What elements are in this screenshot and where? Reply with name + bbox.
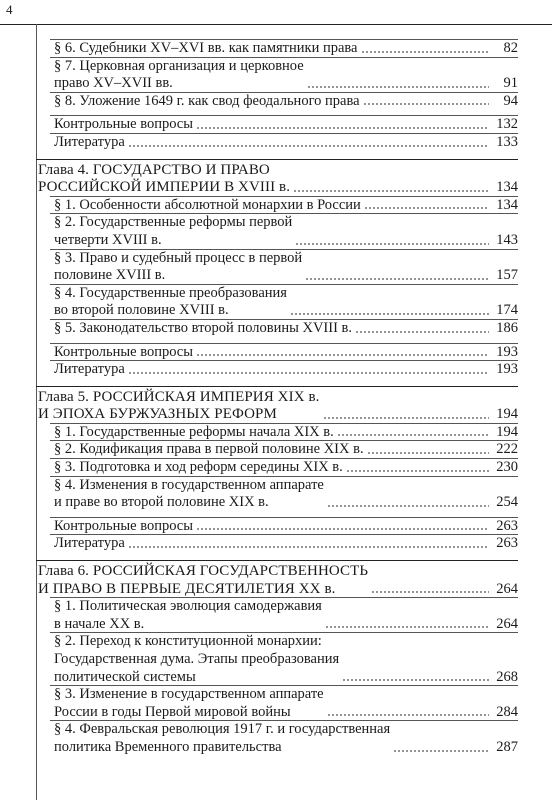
toc-section[interactable] xyxy=(36,633,518,686)
toc-entry-title: § 5. Законодательство второй половины XVIII в. xyxy=(54,319,353,336)
dot-leader xyxy=(364,206,489,210)
dot-leader xyxy=(337,433,489,437)
toc-appendix-entry[interactable] xyxy=(36,535,518,553)
toc-chapter[interactable] xyxy=(36,563,518,598)
dot-leader xyxy=(196,353,489,357)
toc-entry-title: Литература xyxy=(54,535,125,552)
toc-page-number: 263 xyxy=(496,535,518,552)
toc-section[interactable] xyxy=(36,250,518,285)
toc-page-number: 194 xyxy=(496,423,518,440)
toc-entry-title: Литература xyxy=(54,361,125,378)
dot-leader xyxy=(371,590,489,594)
toc-entry-title: Глава 5. РОССИЙСКАЯ ИМПЕРИЯ XIX в. И ЭПОХА БУРЖУАЗНЫХ РЕФОРМ xyxy=(38,388,320,423)
header-rule xyxy=(0,24,552,25)
toc-entry-title: Литература xyxy=(54,133,125,150)
toc-appendix-entry[interactable] xyxy=(36,134,518,152)
toc-entry-title: § 2. Кодификация права в первой половине XIX в. xyxy=(54,441,364,458)
toc-appendix-entry[interactable] xyxy=(36,518,518,536)
toc-page-number: 94 xyxy=(503,92,518,109)
toc-entry-title: § 3. Право и судебный процесс в первой половине XVIII в. xyxy=(54,249,303,284)
toc-section[interactable] xyxy=(36,58,518,93)
dot-leader xyxy=(363,102,489,106)
toc-section[interactable] xyxy=(36,598,518,633)
toc-entry-title: Контрольные вопросы xyxy=(54,343,193,360)
chapter-spacer xyxy=(36,553,518,563)
toc-page-number: 284 xyxy=(496,703,518,720)
dot-leader xyxy=(346,469,489,473)
toc-page-number: 157 xyxy=(496,267,518,284)
toc-appendix-entry[interactable] xyxy=(36,116,518,134)
toc-page-number: 193 xyxy=(496,361,518,378)
dot-leader xyxy=(295,242,489,246)
toc-page-number: 193 xyxy=(496,343,518,360)
dot-leader xyxy=(293,189,489,193)
toc-entry-title: § 8. Уложение 1649 г. как свод феодального права xyxy=(54,92,360,109)
toc-entry-title: § 6. Судебники XV–XVI вв. как памятники права xyxy=(54,40,358,56)
toc-entry-title: § 3. Изменение в государственном аппарате России в годы Первой мировой войны xyxy=(54,686,324,720)
toc-entry-title: § 7. Церковная организация и церковное право XV–XVII вв. xyxy=(54,57,304,92)
toc-entry-title: Глава 6. РОССИЙСКАЯ ГОСУДАРСТВЕННОСТЬ И ПРАВО В ПЕРВЫЕ ДЕСЯТИЛЕТИЯ XX в. xyxy=(38,563,369,597)
dot-leader xyxy=(128,545,489,549)
dot-leader xyxy=(367,451,489,455)
toc-page-number: 186 xyxy=(496,319,518,336)
toc-section[interactable] xyxy=(36,320,518,338)
dot-leader xyxy=(393,749,489,753)
page-number: 4 xyxy=(6,2,13,17)
toc-entry-title: § 2. Государственные реформы первой четверти XVIII в. xyxy=(54,214,293,248)
toc-page-number: 264 xyxy=(496,615,518,632)
toc-section[interactable] xyxy=(36,424,518,442)
toc-entry-title: § 1. Государственные реформы начала XIX в. xyxy=(54,423,334,440)
toc-appendix-entry[interactable] xyxy=(36,344,518,362)
toc-section[interactable] xyxy=(36,285,518,320)
toc-entry-title: § 4. Изменения в государственном аппарате и праве во второй половине XIX в. xyxy=(54,476,324,511)
dot-leader xyxy=(327,504,489,508)
dot-leader xyxy=(128,371,489,375)
toc-entry-title: Контрольные вопросы xyxy=(54,517,193,534)
toc-section[interactable] xyxy=(36,686,518,721)
dot-leader xyxy=(305,277,489,281)
toc-page-number: 268 xyxy=(496,668,518,685)
toc-entry-title: § 2. Переход к конституционной монархии: Государственная дума. Этапы преобразования политической системы xyxy=(54,633,340,685)
toc-section[interactable] xyxy=(36,477,518,512)
toc-page-number: 134 xyxy=(496,196,518,213)
toc-section[interactable] xyxy=(36,459,518,477)
toc-page-number: 254 xyxy=(496,494,518,511)
toc-page-number: 133 xyxy=(496,133,518,150)
dot-leader xyxy=(342,678,489,682)
toc-section[interactable] xyxy=(36,214,518,249)
toc-page-number: 263 xyxy=(496,517,518,534)
toc-chapter[interactable] xyxy=(36,389,518,424)
toc-page-number: 222 xyxy=(496,441,518,458)
dot-leader xyxy=(307,85,489,89)
chapter-spacer xyxy=(36,379,518,389)
toc-section[interactable] xyxy=(36,721,518,756)
toc-section[interactable] xyxy=(36,441,518,459)
toc-page-number: 132 xyxy=(496,116,518,133)
toc-page-number: 143 xyxy=(496,231,518,248)
table-of-contents xyxy=(36,40,518,757)
toc-entry-title: § 4. Февральская революция 1917 г. и государственная политика Временного правительства xyxy=(54,721,391,755)
toc-page-number: 230 xyxy=(496,459,518,476)
toc-appendix-entry[interactable] xyxy=(36,361,518,379)
dot-leader xyxy=(323,416,489,420)
toc-entry-title: § 3. Подготовка и ход реформ середины XIX в. xyxy=(54,459,343,476)
toc-entry-title: § 4. Государственные преобразования во второй половине XVIII в. xyxy=(54,284,287,319)
toc-chapter[interactable] xyxy=(36,162,518,197)
toc-page-number: 194 xyxy=(496,406,518,423)
dot-leader xyxy=(196,527,489,531)
toc-page-number: 82 xyxy=(503,40,518,56)
toc-entry-title: § 1. Особенности абсолютной монархии в России xyxy=(54,196,361,213)
toc-entry-title: § 1. Политическая эволюция самодержавия в начале XX в. xyxy=(54,598,322,632)
dot-leader xyxy=(327,713,489,717)
toc-entry-title: Глава 4. ГОСУДАРСТВО И ПРАВО РОССИЙСКОЙ ИМПЕРИИ В XVIII в. xyxy=(38,161,291,196)
dot-leader xyxy=(325,625,489,629)
toc-page-number: 91 xyxy=(503,75,518,92)
toc-entry-title: Контрольные вопросы xyxy=(54,116,193,133)
dot-leader xyxy=(128,144,489,148)
chapter-spacer xyxy=(36,152,518,162)
toc-section[interactable] xyxy=(36,197,518,215)
toc-page-number: 287 xyxy=(496,738,518,755)
dot-leader xyxy=(361,50,490,54)
dot-leader xyxy=(290,312,489,316)
dot-leader xyxy=(355,330,489,334)
dot-leader xyxy=(196,126,489,130)
toc-page-number: 264 xyxy=(496,580,518,597)
toc-section[interactable] xyxy=(36,93,518,111)
toc-page-number: 174 xyxy=(496,302,518,319)
toc-page-number: 134 xyxy=(496,179,518,196)
toc-section[interactable] xyxy=(36,40,518,58)
